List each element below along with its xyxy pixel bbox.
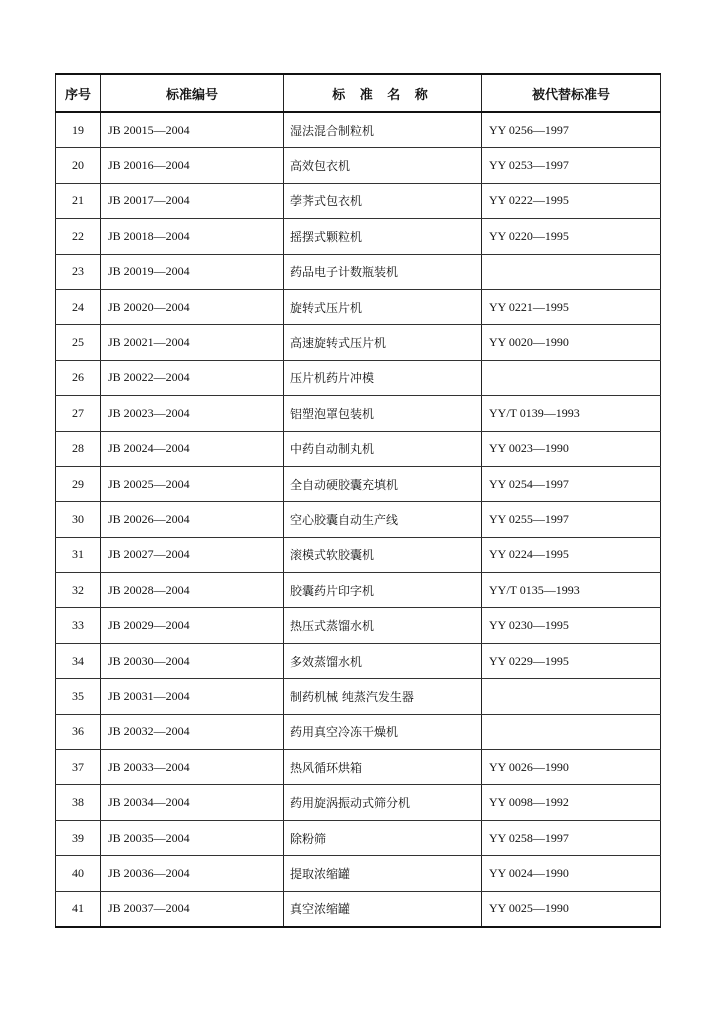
replaced-standard-cell: YY 0230—1995	[482, 608, 661, 643]
standard-code-cell: JB 20032—2004	[101, 714, 284, 749]
standard-name-cell: 多效蒸馏水机	[284, 643, 482, 678]
header-serial-number: 序号	[56, 74, 101, 112]
replaced-standard-cell: YY/T 0135—1993	[482, 573, 661, 608]
table-row	[56, 254, 661, 289]
table-row	[56, 750, 661, 785]
serial-number-cell: 29	[56, 466, 101, 501]
table-row	[56, 219, 661, 254]
standard-name-cell: 摇摆式颗粒机	[284, 219, 482, 254]
standard-code-cell: JB 20036—2004	[101, 856, 284, 891]
serial-number-cell: 24	[56, 289, 101, 324]
serial-number-cell: 40	[56, 856, 101, 891]
serial-number-cell: 39	[56, 820, 101, 855]
replaced-standard-cell	[482, 714, 661, 749]
table-row	[56, 289, 661, 324]
standard-code-cell: JB 20027—2004	[101, 537, 284, 572]
table-row	[56, 431, 661, 466]
standard-code-cell: JB 20018—2004	[101, 219, 284, 254]
serial-number-cell: 22	[56, 219, 101, 254]
standard-code-cell: JB 20033—2004	[101, 750, 284, 785]
header-replaced-standard: 被代替标准号	[482, 74, 661, 112]
standard-name-cell: 压片机药片冲模	[284, 360, 482, 395]
standard-code-cell: JB 20021—2004	[101, 325, 284, 360]
serial-number-cell: 37	[56, 750, 101, 785]
standard-name-cell: 荸荠式包衣机	[284, 183, 482, 218]
table-row	[56, 148, 661, 183]
table-row	[56, 360, 661, 395]
table-row	[56, 608, 661, 643]
standard-name-cell: 全自动硬胶囊充填机	[284, 466, 482, 501]
standard-name-cell: 高效包衣机	[284, 148, 482, 183]
standard-code-cell: JB 20026—2004	[101, 502, 284, 537]
standard-code-cell: JB 20035—2004	[101, 820, 284, 855]
standard-name-cell: 旋转式压片机	[284, 289, 482, 324]
header-standard-name: 标 准 名 称	[284, 74, 482, 112]
table-row	[56, 537, 661, 572]
standard-name-cell: 滚模式软胶囊机	[284, 537, 482, 572]
replaced-standard-cell: YY 0222—1995	[482, 183, 661, 218]
standard-code-cell: JB 20025—2004	[101, 466, 284, 501]
table-row	[56, 856, 661, 891]
standard-code-cell: JB 20030—2004	[101, 643, 284, 678]
standard-name-cell: 真空浓缩罐	[284, 891, 482, 927]
standards-table-page	[55, 73, 660, 928]
replaced-standard-cell: YY 0020—1990	[482, 325, 661, 360]
standard-name-cell: 空心胶囊自动生产线	[284, 502, 482, 537]
serial-number-cell: 23	[56, 254, 101, 289]
standard-name-cell: 铝塑泡罩包装机	[284, 396, 482, 431]
serial-number-cell: 26	[56, 360, 101, 395]
standard-code-cell: JB 20028—2004	[101, 573, 284, 608]
replaced-standard-cell: YY 0026—1990	[482, 750, 661, 785]
replaced-standard-cell: YY/T 0139—1993	[482, 396, 661, 431]
standard-name-cell: 提取浓缩罐	[284, 856, 482, 891]
table-row	[56, 183, 661, 218]
standards-table	[55, 73, 661, 928]
standard-code-cell: JB 20017—2004	[101, 183, 284, 218]
serial-number-cell: 31	[56, 537, 101, 572]
replaced-standard-cell: YY 0023—1990	[482, 431, 661, 466]
table-row	[56, 785, 661, 820]
table-row	[56, 502, 661, 537]
header-standard-code: 标准编号	[101, 74, 284, 112]
standard-name-cell: 药用真空冷冻干燥机	[284, 714, 482, 749]
serial-number-cell: 35	[56, 679, 101, 714]
table-row	[56, 112, 661, 148]
table-row	[56, 466, 661, 501]
standard-code-cell: JB 20022—2004	[101, 360, 284, 395]
replaced-standard-cell: YY 0229—1995	[482, 643, 661, 678]
standard-name-cell: 中药自动制丸机	[284, 431, 482, 466]
replaced-standard-cell: YY 0221—1995	[482, 289, 661, 324]
replaced-standard-cell: YY 0255—1997	[482, 502, 661, 537]
table-header-row	[56, 74, 661, 112]
replaced-standard-cell: YY 0258—1997	[482, 820, 661, 855]
serial-number-cell: 28	[56, 431, 101, 466]
table-body	[56, 112, 661, 927]
serial-number-cell: 20	[56, 148, 101, 183]
table-row	[56, 820, 661, 855]
serial-number-cell: 36	[56, 714, 101, 749]
standard-code-cell: JB 20024—2004	[101, 431, 284, 466]
standard-name-cell: 湿法混合制粒机	[284, 112, 482, 148]
replaced-standard-cell: YY 0256—1997	[482, 112, 661, 148]
standard-code-cell: JB 20037—2004	[101, 891, 284, 927]
serial-number-cell: 32	[56, 573, 101, 608]
replaced-standard-cell: YY 0254—1997	[482, 466, 661, 501]
replaced-standard-cell: YY 0253—1997	[482, 148, 661, 183]
serial-number-cell: 27	[56, 396, 101, 431]
standard-name-cell: 热压式蒸馏水机	[284, 608, 482, 643]
replaced-standard-cell: YY 0224—1995	[482, 537, 661, 572]
standard-name-cell: 除粉筛	[284, 820, 482, 855]
replaced-standard-cell	[482, 360, 661, 395]
standard-name-cell: 药品电子计数瓶装机	[284, 254, 482, 289]
standard-code-cell: JB 20034—2004	[101, 785, 284, 820]
replaced-standard-cell: YY 0024—1990	[482, 856, 661, 891]
table-row	[56, 643, 661, 678]
standard-code-cell: JB 20016—2004	[101, 148, 284, 183]
table-row	[56, 714, 661, 749]
standard-name-cell: 制药机械 纯蒸汽发生器	[284, 679, 482, 714]
standard-name-cell: 高速旋转式压片机	[284, 325, 482, 360]
table-row	[56, 891, 661, 927]
serial-number-cell: 34	[56, 643, 101, 678]
standard-code-cell: JB 20031—2004	[101, 679, 284, 714]
replaced-standard-cell: YY 0025—1990	[482, 891, 661, 927]
table-row	[56, 396, 661, 431]
table-row	[56, 573, 661, 608]
replaced-standard-cell	[482, 679, 661, 714]
standard-code-cell: JB 20023—2004	[101, 396, 284, 431]
serial-number-cell: 25	[56, 325, 101, 360]
standard-code-cell: JB 20015—2004	[101, 112, 284, 148]
standard-name-cell: 胶囊药片印字机	[284, 573, 482, 608]
table-row	[56, 325, 661, 360]
replaced-standard-cell: YY 0220—1995	[482, 219, 661, 254]
standard-name-cell: 热风循环烘箱	[284, 750, 482, 785]
serial-number-cell: 33	[56, 608, 101, 643]
replaced-standard-cell	[482, 254, 661, 289]
replaced-standard-cell: YY 0098—1992	[482, 785, 661, 820]
serial-number-cell: 30	[56, 502, 101, 537]
table-row	[56, 679, 661, 714]
standard-name-cell: 药用旋涡振动式筛分机	[284, 785, 482, 820]
standard-code-cell: JB 20019—2004	[101, 254, 284, 289]
serial-number-cell: 21	[56, 183, 101, 218]
standard-code-cell: JB 20020—2004	[101, 289, 284, 324]
serial-number-cell: 19	[56, 112, 101, 148]
serial-number-cell: 41	[56, 891, 101, 927]
standard-code-cell: JB 20029—2004	[101, 608, 284, 643]
serial-number-cell: 38	[56, 785, 101, 820]
